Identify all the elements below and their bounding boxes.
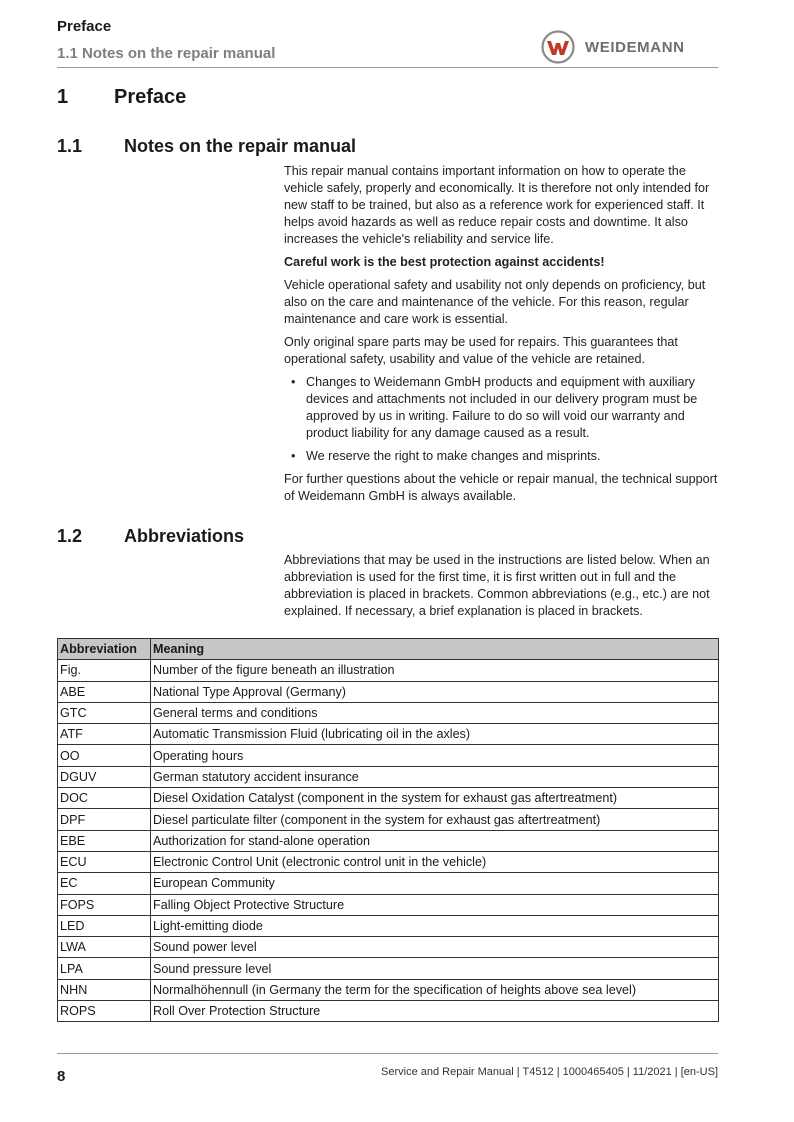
paragraph: Only original spare parts may be used for repairs. This guarantees that operational safety, usability and value of the vehicle are retained. xyxy=(284,335,678,366)
table-row xyxy=(58,745,719,766)
abbreviations-table xyxy=(57,638,719,1022)
column-header-abbreviation: Abbreviation xyxy=(58,639,151,660)
table-row xyxy=(58,766,719,787)
table-row xyxy=(58,851,719,872)
abbreviation-cell: LWA xyxy=(58,937,151,958)
list-item xyxy=(284,448,724,465)
meaning-cell: Authorization for stand-alone operation xyxy=(151,830,719,851)
meaning-cell: Diesel Oxidation Catalyst (component in the system for exhaust gas aftertreatment) xyxy=(151,788,719,809)
table-body xyxy=(58,660,719,1022)
meaning-cell: Sound power level xyxy=(151,937,719,958)
bullet-icon: • xyxy=(291,449,296,463)
meaning-cell: Falling Object Protective Structure xyxy=(151,894,719,915)
abbreviation-cell: EC xyxy=(58,873,151,894)
table-row xyxy=(58,809,719,830)
table-header-row xyxy=(58,639,719,660)
abbreviation-cell: DOC xyxy=(58,788,151,809)
paragraph: For further questions about the vehicle or repair manual, the technical support of Weidemann GmbH is always available. xyxy=(284,472,718,503)
list-item-text: We reserve the right to make changes and misprints. xyxy=(306,449,601,463)
brand-name: WEIDEMANN xyxy=(585,38,685,56)
meaning-cell: Diesel particulate filter (component in the system for exhaust gas aftertreatment) xyxy=(151,809,719,830)
abbreviation-cell: GTC xyxy=(58,702,151,723)
list-item xyxy=(284,374,724,442)
meaning-cell: German statutory accident insurance xyxy=(151,766,719,787)
meaning-cell: Normalhöhennull (in Germany the term for the specification of heights above sea level) xyxy=(151,979,719,1000)
bullet-icon: • xyxy=(291,375,296,389)
section-1-1-body xyxy=(284,163,724,511)
table-row xyxy=(58,788,719,809)
abbreviation-cell: FOPS xyxy=(58,894,151,915)
list-item-text: Changes to Weidemann GmbH products and equipment with auxiliary devices and attachments not included in our delivery program must be approved by us in writing. Failure to do so will void our warranty and product liability for any damage caused as a result. xyxy=(306,375,698,440)
table-row xyxy=(58,830,719,851)
meaning-cell: Roll Over Protection Structure xyxy=(151,1001,719,1022)
table-row xyxy=(58,958,719,979)
meaning-cell: Electronic Control Unit (electronic control unit in the vehicle) xyxy=(151,851,719,872)
table-row xyxy=(58,979,719,1000)
abbreviation-cell: EBE xyxy=(58,830,151,851)
table-row xyxy=(58,660,719,681)
table-row xyxy=(58,702,719,723)
table-row xyxy=(58,873,719,894)
bullet-list xyxy=(284,374,724,465)
paragraph: Abbreviations that may be used in the instructions are listed below. When an abbreviation is used for the first time, it is first written out in full and the abbreviation is placed in brackets. Common abbreviations (e.g., etc.) are not explained. If necessary, a brief explanation is placed in brackets. xyxy=(284,553,710,618)
safety-callout: Careful work is the best protection against accidents! xyxy=(284,255,605,269)
abbreviation-cell: ROPS xyxy=(58,1001,151,1022)
table-row xyxy=(58,894,719,915)
abbreviation-cell: ABE xyxy=(58,681,151,702)
paragraph: Vehicle operational safety and usability not only depends on proficiency, but also on the care and maintenance of the vehicle. For this reason, regular maintenance and care work is essential. xyxy=(284,278,706,326)
abbreviation-cell: ATF xyxy=(58,724,151,745)
section-1-2-body xyxy=(284,552,724,626)
meaning-cell: General terms and conditions xyxy=(151,702,719,723)
table-row xyxy=(58,915,719,936)
meaning-cell: Number of the figure beneath an illustration xyxy=(151,660,719,681)
abbreviation-cell: LED xyxy=(58,915,151,936)
chapter-title: Preface xyxy=(114,86,187,108)
table-row xyxy=(58,724,719,745)
page-number: 8 xyxy=(57,1068,66,1085)
meaning-cell: Operating hours xyxy=(151,745,719,766)
abbreviation-cell: LPA xyxy=(58,958,151,979)
meaning-cell: National Type Approval (Germany) xyxy=(151,681,719,702)
section-1-1-number: 1.1 xyxy=(57,136,83,156)
section-1-2-title: Abbreviations xyxy=(124,526,245,546)
chapter-number: 1 xyxy=(57,86,69,108)
table-row xyxy=(58,681,719,702)
column-header-meaning: Meaning xyxy=(151,639,719,660)
running-header-section: Preface xyxy=(57,18,112,35)
abbreviation-cell: ECU xyxy=(58,851,151,872)
abbreviation-cell: DGUV xyxy=(58,766,151,787)
paragraph: This repair manual contains important information on how to operate the vehicle safely, properly and economically. It is therefore not only intended for new staff to be trained, but also as a reference work for experienced staff. It helps avoid hazards as well as reduce repair costs and downtime. It also increases the vehicle's reliability and service life. xyxy=(284,164,710,246)
abbreviation-cell: NHN xyxy=(58,979,151,1000)
abbreviation-cell: DPF xyxy=(58,809,151,830)
section-1-2-number: 1.2 xyxy=(57,526,83,546)
table-row xyxy=(58,937,719,958)
meaning-cell: Automatic Transmission Fluid (lubricating oil in the axles) xyxy=(151,724,719,745)
abbreviation-cell: OO xyxy=(58,745,151,766)
meaning-cell: Sound pressure level xyxy=(151,958,719,979)
document-info: Service and Repair Manual | T4512 | 1000465405 | 11/2021 | [en-US] xyxy=(381,1066,718,1078)
weidemann-logo-icon xyxy=(541,30,575,64)
meaning-cell: Light-emitting diode xyxy=(151,915,719,936)
running-header-subsection: 1.1 Notes on the repair manual xyxy=(57,45,276,62)
header-divider xyxy=(57,67,718,68)
abbreviation-cell: Fig. xyxy=(58,660,151,681)
brand-logo xyxy=(541,30,685,64)
table-row xyxy=(58,1001,719,1022)
meaning-cell: European Community xyxy=(151,873,719,894)
footer-divider xyxy=(57,1053,718,1054)
section-1-1-title: Notes on the repair manual xyxy=(124,136,357,156)
